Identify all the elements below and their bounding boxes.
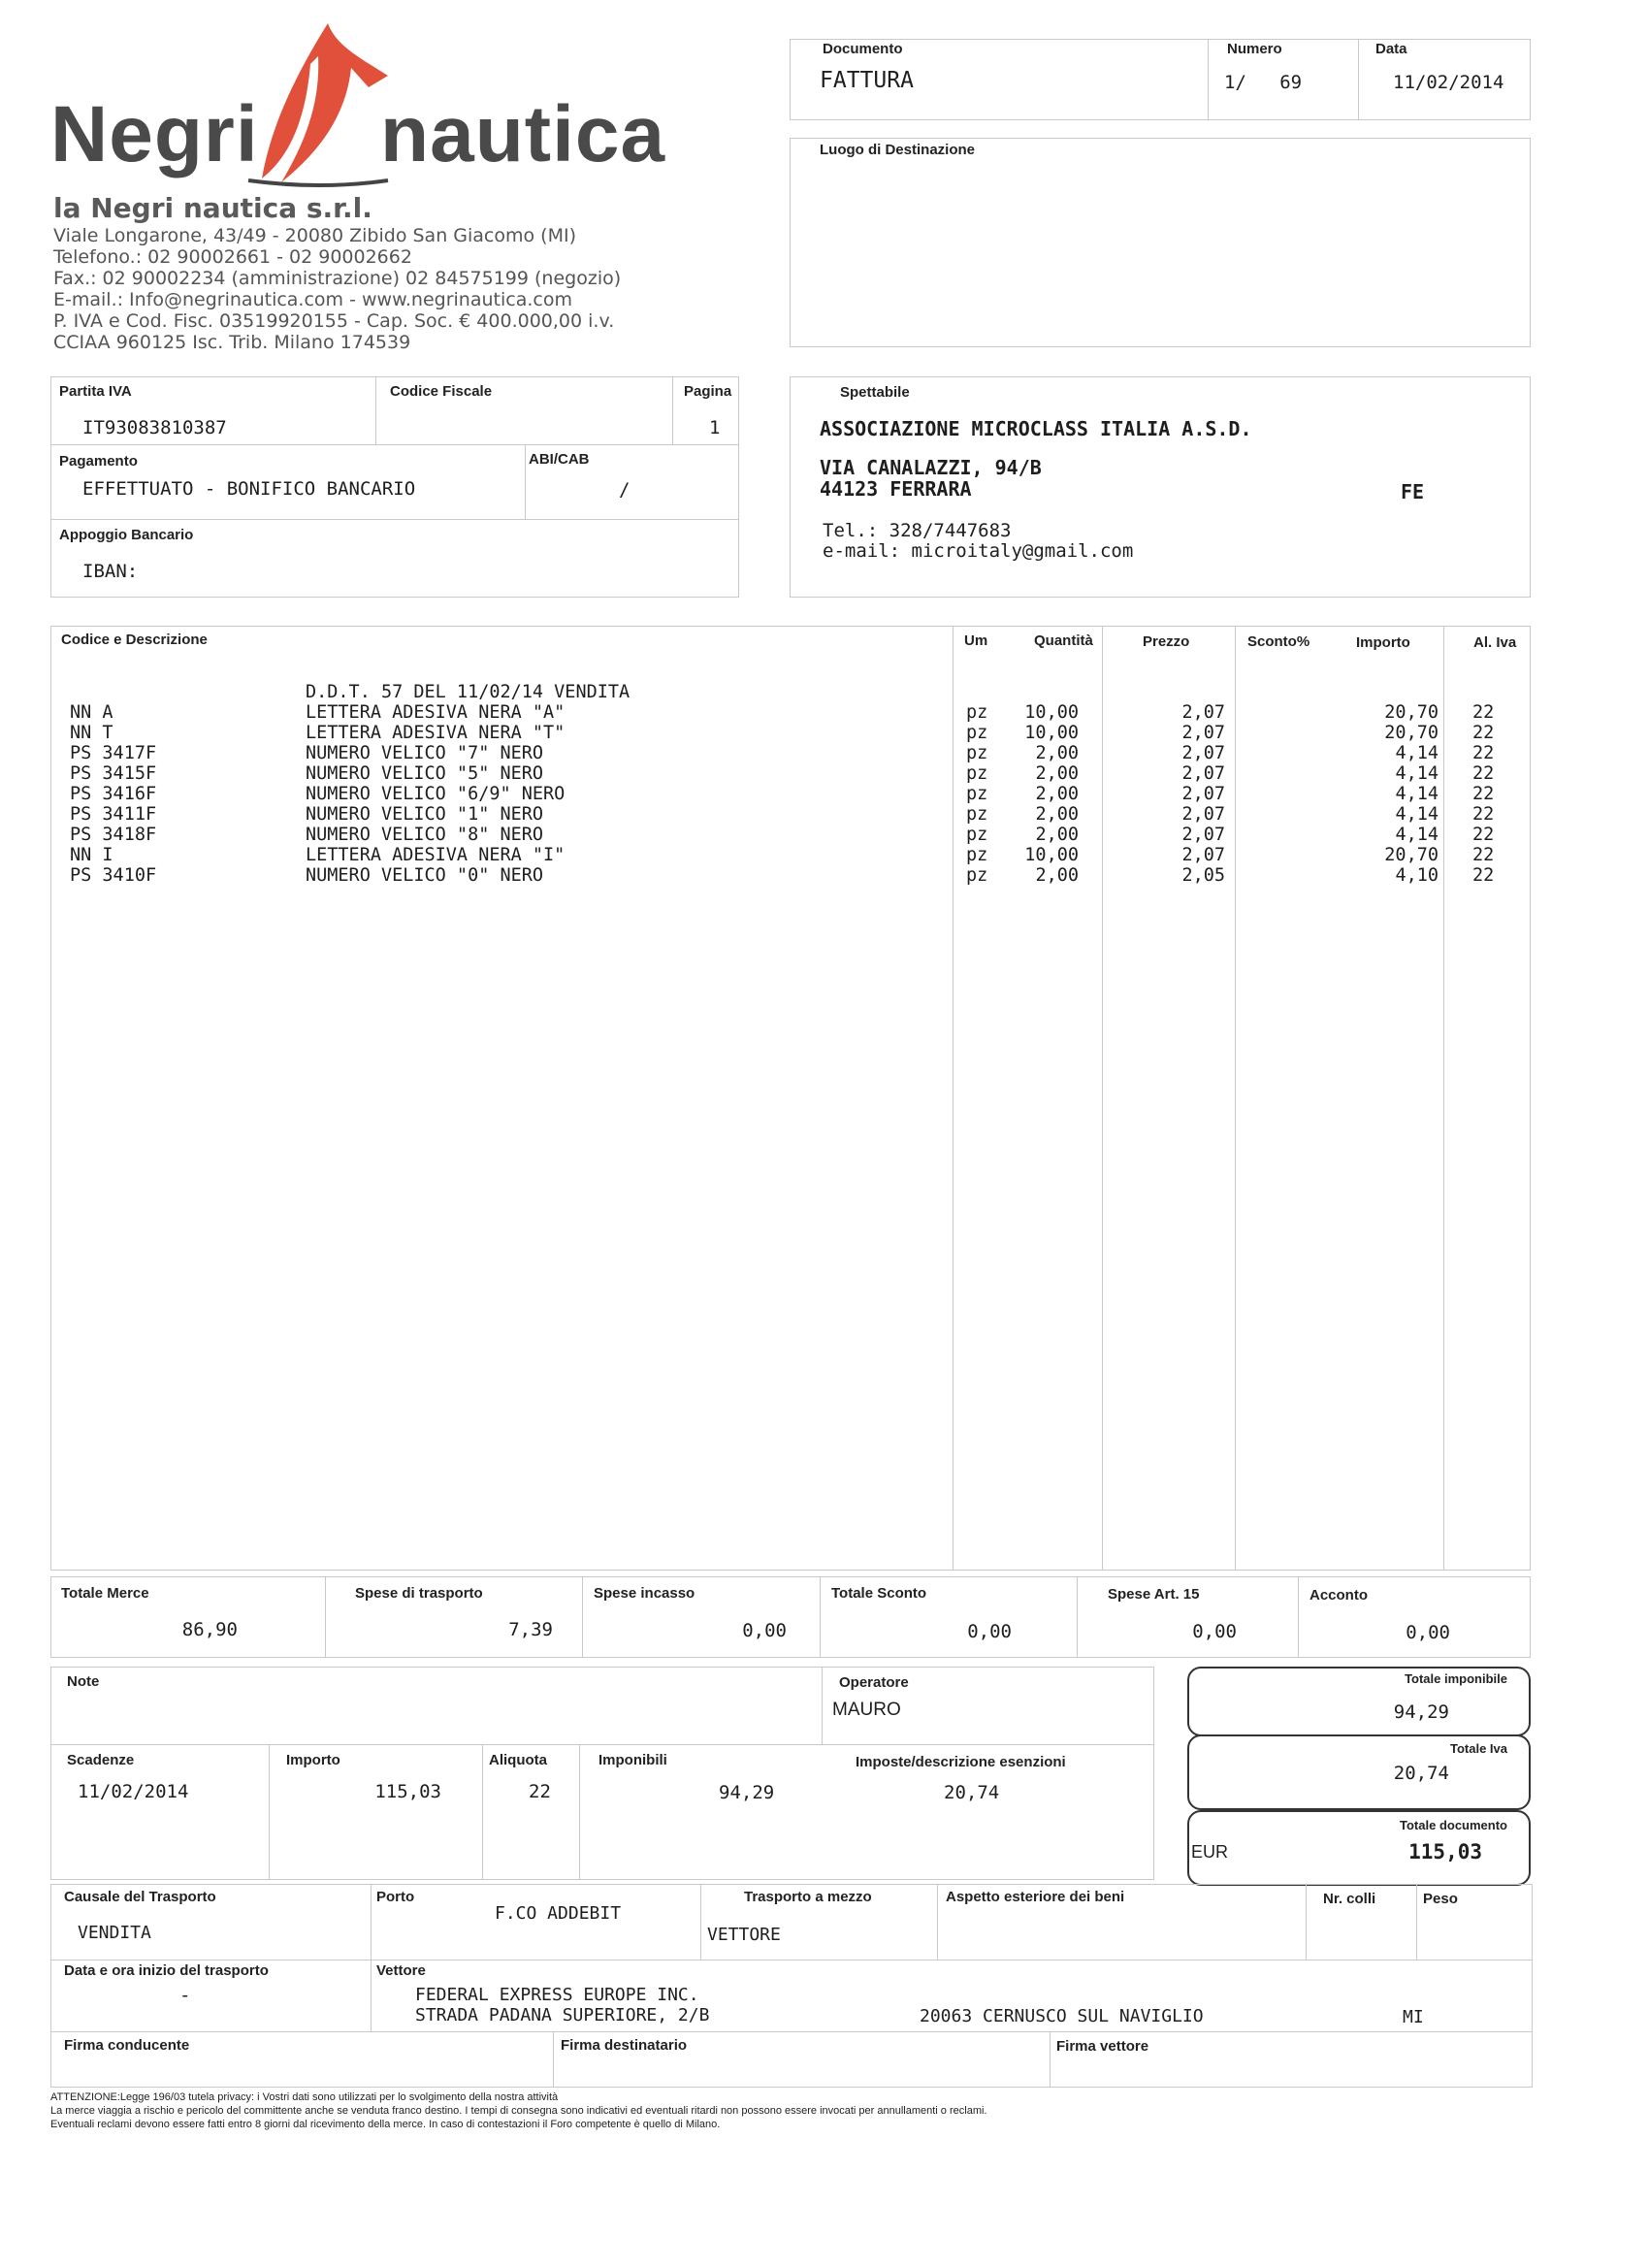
acconto-label: Acconto xyxy=(1310,1587,1368,1604)
item-code: PS 3416F xyxy=(70,784,157,804)
pagina-value: 1 xyxy=(709,417,721,438)
causale-label: Causale del Trasporto xyxy=(64,1889,216,1905)
item-unit: pz xyxy=(966,702,988,723)
operatore-value: MAURO xyxy=(832,1700,901,1720)
item-quantity: 2,00 xyxy=(1035,784,1079,804)
customer-name: ASSOCIAZIONE MICROCLASS ITALIA A.S.D. xyxy=(820,417,1252,440)
destinazione-box xyxy=(790,138,1531,347)
imponibili-label: Imponibili xyxy=(598,1752,667,1768)
item-code: NN T xyxy=(70,723,113,743)
vettore-city: 20063 CERNUSCO SUL NAVIGLIO xyxy=(920,2006,1204,2026)
table-row xyxy=(0,825,1649,845)
item-code: PS 3411F xyxy=(70,804,157,825)
logo-text-left: Negri xyxy=(50,90,259,178)
table-row xyxy=(0,845,1649,865)
scadenze-label: Scadenze xyxy=(67,1752,135,1768)
vettore-name: FEDERAL EXPRESS EUROPE INC. xyxy=(415,1985,699,2005)
item-price: 2,07 xyxy=(1181,702,1225,723)
item-unit: pz xyxy=(966,865,988,886)
privacy-note: ATTENZIONE:Legge 196/03 tutela privacy: i Vostri dati sono utilizzati per lo svolgimento della nostra attività xyxy=(50,2091,559,2103)
aspetto-label: Aspetto esteriore dei beni xyxy=(946,1889,1125,1905)
item-unit: pz xyxy=(966,825,988,845)
item-price: 2,07 xyxy=(1181,825,1225,845)
customer-email: e-mail: microitaly@gmail.com xyxy=(823,540,1134,562)
customer-street: VIA CANALAZZI, 94/B xyxy=(820,456,1042,479)
item-price: 2,05 xyxy=(1181,865,1225,886)
item-description: NUMERO VELICO "1" NERO xyxy=(306,804,544,825)
item-description: NUMERO VELICO "8" NERO xyxy=(306,825,544,845)
item-price: 2,07 xyxy=(1181,743,1225,763)
operatore-label: Operatore xyxy=(839,1674,909,1691)
company-fax: Fax.: 02 90002234 (amministrazione) 02 84575199 (negozio) xyxy=(53,268,622,289)
imposte-label: Imposte/descrizione esenzioni xyxy=(856,1754,1066,1770)
col-quantita-header: Quantità xyxy=(1034,632,1093,649)
codice-fiscale-label: Codice Fiscale xyxy=(390,383,493,400)
company-email: E-mail.: Info@negrinautica.com - www.negrinautica.com xyxy=(53,289,572,310)
table-row xyxy=(0,743,1649,763)
item-code: PS 3417F xyxy=(70,743,157,763)
trasporto-mezzo-value: VETTORE xyxy=(707,1925,781,1945)
company-address: Viale Longarone, 43/49 - 20080 Zibido San Giacomo (MI) xyxy=(53,225,576,246)
company-name: la Negri nautica s.r.l. xyxy=(53,192,372,224)
item-importo: 20,70 xyxy=(1384,845,1439,865)
item-description: NUMERO VELICO "7" NERO xyxy=(306,743,544,763)
acconto-value: 0,00 xyxy=(1406,1622,1450,1643)
company-registry: CCIAA 960125 Isc. Trib. Milano 174539 xyxy=(53,332,411,353)
item-code: PS 3415F xyxy=(70,763,157,784)
spese-art15-value: 0,00 xyxy=(1192,1621,1237,1642)
documento-value: FATTURA xyxy=(820,68,914,93)
item-quantity: 2,00 xyxy=(1035,825,1079,845)
imposte-value: 20,74 xyxy=(944,1782,1000,1803)
item-description: LETTERA ADESIVA NERA "I" xyxy=(306,845,566,865)
firma-destinatario-label: Firma destinatario xyxy=(561,2037,688,2054)
customer-phone: Tel.: 328/7447683 xyxy=(823,520,1012,541)
item-quantity: 10,00 xyxy=(1024,723,1079,743)
item-iva: 22 xyxy=(1472,784,1495,804)
col-sconto-header: Sconto% xyxy=(1247,633,1310,650)
item-importo: 4,14 xyxy=(1395,804,1439,825)
item-code: NN A xyxy=(70,702,113,723)
importo-value: 115,03 xyxy=(374,1781,441,1802)
item-quantity: 2,00 xyxy=(1035,743,1079,763)
claims-note: Eventuali reclami devono essere fatti entro 8 giorni dal ricevimento della merce. In caso di contestazioni il Foro competente è quello di Milano. xyxy=(50,2119,721,2130)
item-quantity: 2,00 xyxy=(1035,865,1079,886)
item-description: NUMERO VELICO "0" NERO xyxy=(306,865,544,886)
item-price: 2,07 xyxy=(1181,804,1225,825)
importo-label: Importo xyxy=(286,1752,340,1768)
item-iva: 22 xyxy=(1472,845,1495,865)
pagamento-label: Pagamento xyxy=(59,453,138,470)
item-iva: 22 xyxy=(1472,723,1495,743)
aliquota-label: Aliquota xyxy=(489,1752,547,1768)
data-label: Data xyxy=(1375,41,1407,57)
shipping-note: La merce viaggia a rischio e pericolo del committente anche se venduta franco destino. I tempi di consegna sono indicativi ed eventuali ritardi non possono essere invocati per annullamenti o reclami. xyxy=(50,2105,987,2117)
item-importo: 20,70 xyxy=(1384,702,1439,723)
item-unit: pz xyxy=(966,784,988,804)
spese-art15-label: Spese Art. 15 xyxy=(1108,1586,1200,1603)
totale-sconto-label: Totale Sconto xyxy=(831,1585,927,1602)
item-iva: 22 xyxy=(1472,763,1495,784)
piva-value: IT93083810387 xyxy=(82,417,227,438)
totale-documento-label: Totale documento xyxy=(1400,1818,1507,1832)
firma-vettore-label: Firma vettore xyxy=(1056,2038,1149,2055)
trasporto-mezzo-label: Trasporto a mezzo xyxy=(744,1889,872,1905)
totale-iva-value: 20,74 xyxy=(1393,1763,1449,1784)
table-row xyxy=(0,865,1649,886)
table-row xyxy=(0,763,1649,784)
currency-value: EUR xyxy=(1191,1842,1229,1862)
item-importo: 4,14 xyxy=(1395,743,1439,763)
spese-trasporto-value: 7,39 xyxy=(508,1619,553,1640)
abicab-label: ABI/CAB xyxy=(529,451,590,468)
item-importo: 20,70 xyxy=(1384,723,1439,743)
totale-merce-label: Totale Merce xyxy=(61,1585,149,1602)
item-importo: 4,10 xyxy=(1395,865,1439,886)
table-row xyxy=(0,702,1649,723)
item-quantity: 10,00 xyxy=(1024,845,1079,865)
colli-label: Nr. colli xyxy=(1323,1891,1376,1907)
totale-imponibile-value: 94,29 xyxy=(1393,1701,1449,1723)
abicab-value: / xyxy=(619,479,630,501)
summary-box xyxy=(50,1667,1154,1880)
item-description: NUMERO VELICO "5" NERO xyxy=(306,763,544,784)
numero-label: Numero xyxy=(1227,41,1282,57)
col-importo-header: Importo xyxy=(1356,634,1410,651)
causale-value: VENDITA xyxy=(78,1923,151,1943)
vettore-province: MI xyxy=(1403,2007,1424,2027)
totale-iva-label: Totale Iva xyxy=(1449,1741,1507,1756)
iban-value: IBAN: xyxy=(82,561,139,582)
totale-documento-value: 115,03 xyxy=(1408,1840,1482,1863)
vettore-label: Vettore xyxy=(376,1962,426,1979)
item-code: PS 3410F xyxy=(70,865,157,886)
transport-box xyxy=(50,1884,1533,2088)
item-description: LETTERA ADESIVA NERA "T" xyxy=(306,723,566,743)
piva-label: Partita IVA xyxy=(59,383,132,400)
spese-incasso-value: 0,00 xyxy=(742,1620,787,1641)
item-code: NN I xyxy=(70,845,113,865)
col-iva-header: Al. Iva xyxy=(1473,634,1517,651)
item-importo: 4,14 xyxy=(1395,763,1439,784)
data-trasporto-value: - xyxy=(179,1985,191,2006)
spese-incasso-label: Spese incasso xyxy=(594,1585,695,1602)
company-phone: Telefono.: 02 90002661 - 02 90002662 xyxy=(53,246,412,268)
numero-value: 1/ 69 xyxy=(1224,72,1303,93)
item-iva: 22 xyxy=(1472,825,1495,845)
item-code: PS 3418F xyxy=(70,825,157,845)
documento-label: Documento xyxy=(823,41,903,57)
item-price: 2,07 xyxy=(1181,723,1225,743)
item-importo: 4,14 xyxy=(1395,784,1439,804)
item-iva: 22 xyxy=(1472,865,1495,886)
item-quantity: 10,00 xyxy=(1024,702,1079,723)
item-unit: pz xyxy=(966,723,988,743)
col-codice-header: Codice e Descrizione xyxy=(61,632,208,648)
pagina-label: Pagina xyxy=(684,383,732,400)
company-vat: P. IVA e Cod. Fisc. 03519920155 - Cap. Soc. € 400.000,00 i.v. xyxy=(53,310,615,332)
item-unit: pz xyxy=(966,804,988,825)
totale-imponibile-label: Totale imponibile xyxy=(1405,1671,1507,1686)
item-iva: 22 xyxy=(1472,804,1495,825)
item-price: 2,07 xyxy=(1181,784,1225,804)
note-label: Note xyxy=(67,1673,100,1690)
item-iva: 22 xyxy=(1472,702,1495,723)
peso-label: Peso xyxy=(1423,1891,1458,1907)
item-price: 2,07 xyxy=(1181,845,1225,865)
scadenza-value: 11/02/2014 xyxy=(78,1781,189,1802)
appoggio-label: Appoggio Bancario xyxy=(59,527,194,543)
imponibili-value: 94,29 xyxy=(719,1782,775,1803)
item-price: 2,07 xyxy=(1181,763,1225,784)
sail-icon xyxy=(242,17,398,187)
item-unit: pz xyxy=(966,845,988,865)
table-row xyxy=(0,784,1649,804)
vettore-street: STRADA PADANA SUPERIORE, 2/B xyxy=(415,2005,710,2025)
item-unit: pz xyxy=(966,743,988,763)
item-quantity: 2,00 xyxy=(1035,804,1079,825)
customer-city: 44123 FERRARA xyxy=(820,477,972,501)
destinazione-label: Luogo di Destinazione xyxy=(820,142,975,158)
item-iva: 22 xyxy=(1472,743,1495,763)
porto-value: F.CO ADDEBIT xyxy=(495,1903,622,1924)
table-row xyxy=(0,804,1649,825)
totale-sconto-value: 0,00 xyxy=(967,1621,1012,1642)
firma-conducente-label: Firma conducente xyxy=(64,2037,190,2054)
pagamento-value: EFFETTUATO - BONIFICO BANCARIO xyxy=(82,478,416,500)
porto-label: Porto xyxy=(376,1889,415,1905)
data-value: 11/02/2014 xyxy=(1393,72,1504,93)
item-quantity: 2,00 xyxy=(1035,763,1079,784)
item-description: LETTERA ADESIVA NERA "A" xyxy=(306,702,566,723)
customer-province: FE xyxy=(1401,480,1425,503)
spettabile-label: Spettabile xyxy=(840,384,910,401)
spese-trasporto-label: Spese di trasporto xyxy=(355,1585,483,1602)
data-trasporto-label: Data e ora inizio del trasporto xyxy=(64,1962,269,1979)
logo-text-right: nautica xyxy=(380,90,666,178)
item-importo: 4,14 xyxy=(1395,825,1439,845)
col-prezzo-header: Prezzo xyxy=(1143,633,1190,650)
item-unit: pz xyxy=(966,763,988,784)
table-row xyxy=(0,723,1649,743)
totale-merce-value: 86,90 xyxy=(181,1619,238,1640)
item-description: NUMERO VELICO "6/9" NERO xyxy=(306,784,566,804)
ddt-reference: D.D.T. 57 DEL 11/02/14 VENDITA xyxy=(306,682,630,702)
col-um-header: Um xyxy=(964,632,988,649)
aliquota-value: 22 xyxy=(529,1781,551,1802)
